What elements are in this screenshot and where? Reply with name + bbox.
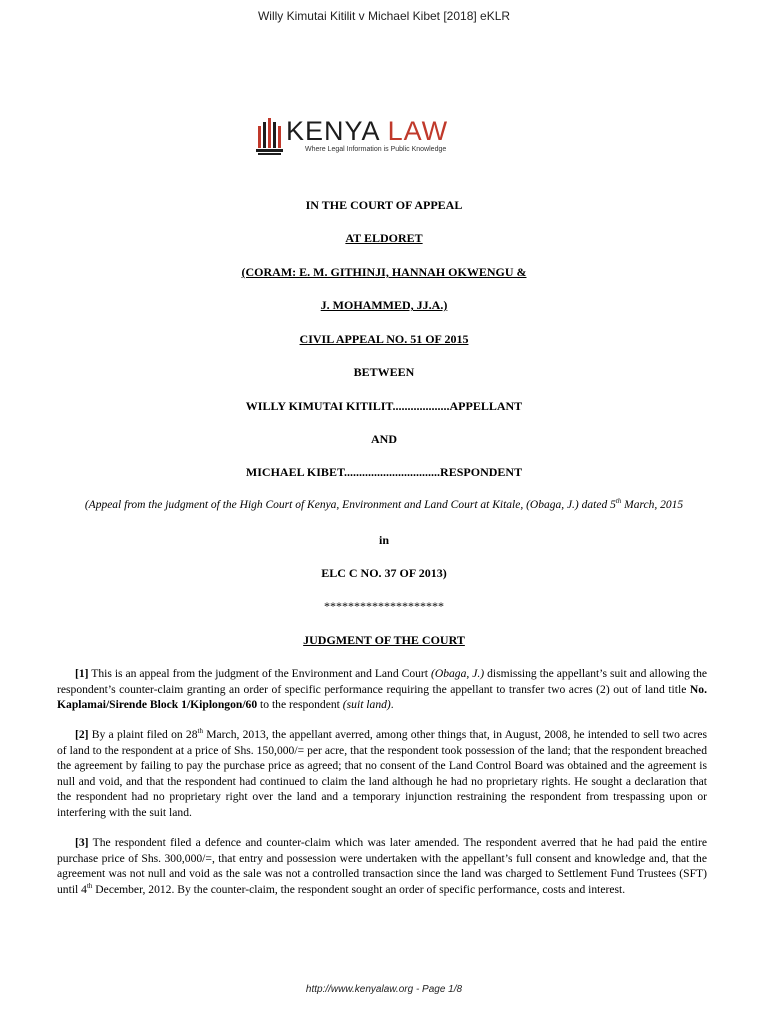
in-label: in bbox=[378, 533, 389, 547]
paragraph-2-text-a: By a plaint filed on 28 bbox=[88, 728, 198, 741]
kenya-law-logo bbox=[256, 116, 466, 158]
paragraph-3-text-b: December, 2012. By the counter-claim, the respondent sought an order of specific performance, costs and interest. bbox=[92, 882, 626, 896]
appeal-from-sup: th bbox=[615, 497, 622, 506]
paragraph-2-sup: th bbox=[197, 727, 203, 736]
paragraph-3-sup: th bbox=[86, 881, 93, 890]
appeal-from-text-b: March, 2015 bbox=[621, 499, 684, 511]
paragraph-1-number: [1] bbox=[75, 667, 89, 680]
separator-stars: ******************** bbox=[324, 599, 444, 613]
paragraph-1-text-c: to the respondent bbox=[257, 698, 343, 711]
paragraph-1-text-a: This is an appeal from the judgment of the Environment and Land Court bbox=[88, 667, 431, 680]
logo-wordmark bbox=[286, 116, 448, 146]
paragraph-3 bbox=[57, 835, 707, 897]
paragraph-1-text-b: dismissing the appellant’s suit and allowing the respondent’s counter-claim granting an order of specific performance requiring the appellant to transfer two acres (2) out of land title bbox=[57, 667, 708, 696]
paragraph-1-italic-1: (Obaga, J.) bbox=[430, 667, 485, 680]
appeal-from-text-a: (Appeal from the judgment of the High Court of Kenya, Environment and Land Court at Kitale, (Obaga, J.) dated 5 bbox=[84, 499, 616, 511]
appeal-from-note bbox=[0, 499, 768, 511]
paragraph-2 bbox=[57, 727, 707, 820]
logo-kenya-text: KENYA bbox=[286, 116, 380, 146]
pillars-logo-icon bbox=[256, 116, 284, 156]
paragraph-3-text-a: The respondent filed a defence and counter-claim which was later amended. The respondent averred that he had paid the entire purchase price of Shs. 300,000/=, that entry and possession were undertaken with the appellant’s full consent and knowledge and, that the agreement was not null and void as the sale was not a controlled transaction since the land was charged to Settlement Fund Trustees (SFT) until 4 bbox=[57, 836, 707, 896]
page-footer-link[interactable]: http://www.kenyalaw.org - Page 1/8 bbox=[305, 984, 463, 995]
respondent-line: MICHAEL KIBET................................RESPONDENT bbox=[245, 465, 523, 479]
elc-case-number: ELC C NO. 37 OF 2013) bbox=[321, 566, 447, 580]
paragraph-1 bbox=[57, 666, 707, 713]
judgment-heading: JUDGMENT OF THE COURT bbox=[303, 633, 465, 647]
case-number: CIVIL APPEAL NO. 51 OF 2015 bbox=[299, 332, 469, 346]
paragraph-3-number: [3] bbox=[75, 836, 89, 849]
logo-tagline: Where Legal Information is Public Knowledge bbox=[305, 146, 447, 153]
logo-law-text: LAW bbox=[387, 116, 449, 146]
between-label: BETWEEN bbox=[353, 365, 415, 379]
and-label: AND bbox=[371, 432, 397, 446]
paragraph-1-land-title: No. Kaplamai/Sirende Block 1/Kiplongon/60 bbox=[57, 682, 707, 711]
paragraph-2-number: [2] bbox=[75, 728, 89, 741]
appellant-line: WILLY KIMUTAI KITILIT...................APPELLANT bbox=[245, 399, 523, 413]
paragraph-1-italic-2: (suit land) bbox=[342, 698, 391, 711]
page-header-title: Willy Kimutai Kitilit v Michael Kibet [2018] eKLR bbox=[257, 9, 511, 23]
court-name: IN THE COURT OF APPEAL bbox=[305, 198, 463, 212]
paragraph-2-text-b: March, 2013, the appellant averred, among other things that, in August, 2008, he intended to sell two acres of land to the respondent at a price of Shs. 150,000/= per acre, that the respondent took possession of the land; that the respondent breached the agreement by failing to pay the purchase price as agreed; that no consent of the Land Control Board was obtained and the agreement is null and void, and that the respondent had continued to claim the land although he had no proprietary rights. He sought a declaration that the respondent had no proprietary right over the land and a temporary injunction restraining the respondent from trespassing upon or interfering with the suit land. bbox=[57, 728, 707, 819]
coram-line-2: J. MOHAMMED, JJ.A.) bbox=[320, 298, 448, 312]
paragraph-1-text-d: . bbox=[390, 698, 394, 711]
coram-line-1: (CORAM: E. M. GITHINJI, HANNAH OKWENGU & bbox=[241, 265, 527, 279]
court-location: AT ELDORET bbox=[345, 231, 423, 245]
